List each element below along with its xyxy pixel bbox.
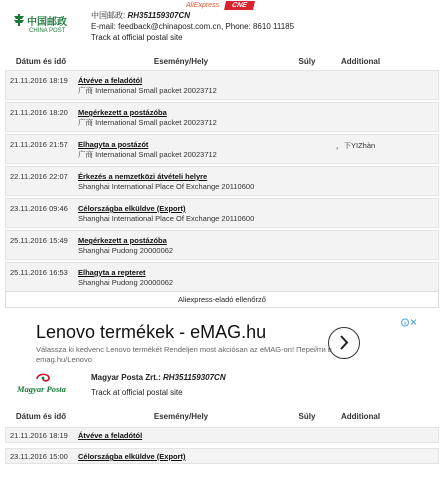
- col-event: Esemény/Hely: [153, 56, 209, 66]
- row-event: [78, 140, 217, 160]
- tracking-number[interactable]: RH351159307CN: [163, 373, 226, 382]
- table-row: [5, 102, 439, 132]
- chevron-right-icon[interactable]: [328, 327, 360, 359]
- event-title[interactable]: Megérkezett a postázóba: [78, 108, 167, 117]
- china-post-carrier: [0, 0, 448, 48]
- event-title[interactable]: Elhagyta a postázót: [78, 140, 149, 149]
- china-post-logo-cn: 中国邮政: [27, 17, 67, 28]
- china-post-info: [91, 10, 294, 43]
- event-location: Shanghai Pudong 20000062: [78, 246, 174, 255]
- event-location: 广商 International Small packet 20023712: [78, 118, 217, 127]
- event-title[interactable]: Célországba elküldve (Export): [78, 452, 186, 461]
- tracking-number[interactable]: RH351159307CN: [127, 11, 191, 20]
- aliexpress-logo: AliExpress: [186, 1, 220, 9]
- row-date: 25.11.2016 16:53: [10, 268, 68, 277]
- event-title[interactable]: Érkezés a nemzetközi átvételi helyre: [78, 172, 208, 181]
- col-date: Dátum és idő: [15, 411, 67, 421]
- event-location: 广商 International Small packet 20023712: [78, 86, 217, 95]
- event-location: Shanghai Pudong 20000062: [78, 278, 174, 287]
- row-event: [78, 204, 254, 224]
- row-event: [78, 172, 254, 192]
- table-row: [5, 70, 439, 100]
- track-official-link[interactable]: Track at official postal site: [91, 33, 183, 42]
- event-title[interactable]: Elhagyta a repteret: [78, 268, 146, 277]
- carrier-contact: E-mail: feedback@chinapost.com.cn, Phone: 8610 11185: [91, 22, 295, 31]
- event-title[interactable]: Átvéve a feladótól: [78, 431, 143, 440]
- ad-choices-icon[interactable]: [400, 318, 418, 327]
- row-event: [78, 108, 217, 128]
- row-date: 22.11.2016 22:07: [10, 172, 68, 181]
- row-event: [78, 268, 173, 288]
- row-event: [78, 431, 142, 441]
- aliexpress-seller-checker-button[interactable]: Aliexpress-eladó ellenőrző: [5, 291, 439, 308]
- magyar-posta-logo: [12, 371, 76, 401]
- row-event: [78, 236, 173, 256]
- event-location: 广商 International Small packet 20023712: [78, 150, 217, 159]
- row-date: 23.11.2016 09:46: [10, 204, 68, 213]
- event-location: Shanghai International Place Of Exchange 20110600: [78, 214, 255, 223]
- ad-banner[interactable]: [30, 318, 420, 370]
- table-row: [5, 427, 439, 443]
- col-weight: Súly: [298, 56, 316, 66]
- col-additional: Additional: [341, 56, 381, 66]
- china-post-emblem-icon: [12, 13, 26, 27]
- event-title[interactable]: Célországba elküldve (Export): [78, 204, 186, 213]
- table-row: [5, 134, 439, 164]
- magyar-posta-table-header: [5, 409, 441, 423]
- magyar-posta-carrier: [0, 368, 448, 406]
- carrier-name: 中国邮政:: [91, 11, 126, 20]
- col-weight: Súly: [298, 411, 316, 421]
- cne-logo: CNE: [224, 1, 255, 10]
- row-event: [78, 452, 186, 462]
- table-row: [5, 262, 439, 292]
- china-post-logo-en: CHINA POST: [29, 28, 66, 34]
- table-row: [5, 230, 439, 260]
- row-date: 25.11.2016 15:49: [10, 236, 68, 245]
- china-post-table-header: [5, 54, 441, 68]
- event-location: Shanghai International Place Of Exchange 20110600: [78, 182, 255, 191]
- table-row: [5, 448, 439, 464]
- track-official-link[interactable]: Track at official postal site: [91, 388, 183, 397]
- row-date: 23.11.2016 15:00: [10, 452, 68, 461]
- row-additional: ，下YIZhàn: [336, 141, 376, 150]
- post-horn-icon: [34, 371, 52, 384]
- table-row: [5, 198, 439, 228]
- event-title[interactable]: Átvéve a feladótól: [78, 76, 143, 85]
- row-date: 21.11.2016 18:20: [10, 108, 68, 117]
- row-date: 21.11.2016 21:57: [10, 140, 68, 149]
- col-event: Esemény/Hely: [153, 411, 209, 421]
- china-post-logo: [12, 11, 68, 43]
- row-event: [78, 76, 217, 96]
- table-row: [5, 166, 439, 196]
- carrier-name: Magyar Posta Zrt.:: [91, 373, 161, 382]
- col-date: Dátum és idő: [15, 56, 67, 66]
- ad-title[interactable]: Lenovo termékek - eMAG.hu: [36, 322, 267, 342]
- magyar-posta-info: [91, 372, 226, 398]
- row-date: 21.11.2016 18:19: [10, 76, 68, 85]
- row-date: 21.11.2016 18:19: [10, 431, 68, 440]
- ad-description: Válassza ki kedvenc Lenovo termékét Rendeljen most akciósan az eMAG-on! Перейти в emag.hu/Lenovo: [36, 345, 332, 364]
- event-title[interactable]: Megérkezett a postázóba: [78, 236, 167, 245]
- col-additional: Additional: [341, 411, 381, 421]
- magyar-posta-logo-text: Magyar Posta: [17, 384, 66, 394]
